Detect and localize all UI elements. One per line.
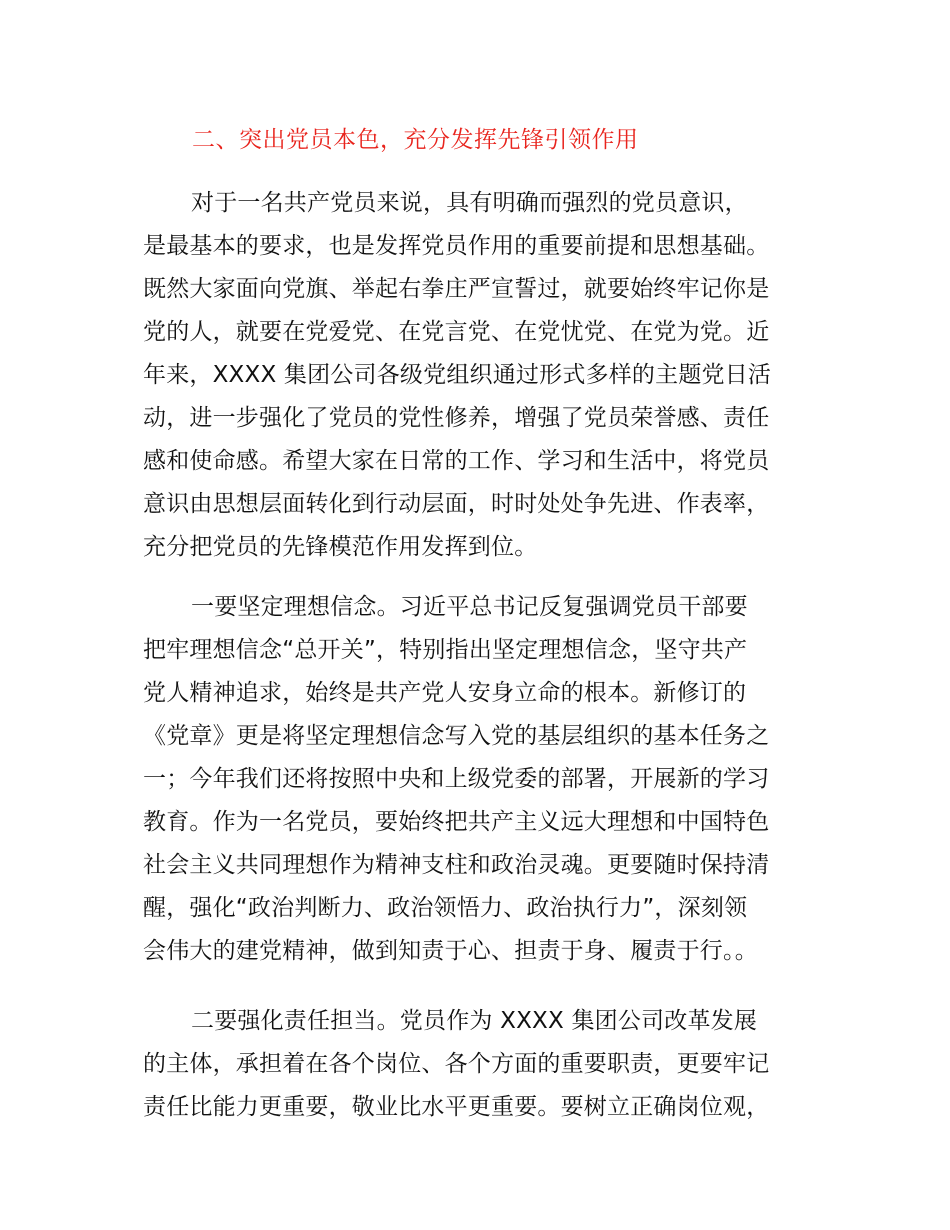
- text-line: 年来，XXXX 集团公司各级党组织通过形式多样的主题党日活: [143, 362, 772, 388]
- text-line: 醒，强化“政治判断力、政治领悟力、政治执行力”，深刻领: [143, 895, 748, 921]
- section-heading: 二、突出党员本色，充分发挥先锋引领作用: [192, 127, 639, 153]
- text-line: 对于一名共产党员来说，具有明确而强烈的党员意识，: [191, 190, 748, 216]
- paragraph-firm-ideals: [143, 586, 823, 973]
- text-line: 充分把党员的先锋模范作用发挥到位。: [143, 534, 538, 560]
- text-line: 会伟大的建党精神，做到知责于心、担责于身、履责于行。。: [143, 938, 758, 964]
- text-line: 社会主义共同理想作为精神支柱和政治灵魂。更要随时保持清: [143, 852, 770, 878]
- text-line: 的主体，承担着在各个岗位、各个方面的重要职责，更要牢记: [143, 1051, 770, 1077]
- text-line: 感和使命感。希望大家在日常的工作、学习和生活中，将党员: [143, 448, 770, 474]
- text-line: 《党章》更是将坚定理想信念写入党的基层组织的基本任务之: [143, 723, 770, 749]
- text-line: 是最基本的要求，也是发挥党员作用的重要前提和思想基础。: [143, 233, 770, 259]
- text-line: 二要强化责任担当。党员作为 XXXX 集团公司改革发展: [191, 1008, 758, 1034]
- text-line: 教育。作为一名党员，要始终把共产主义远大理想和中国特色: [143, 809, 770, 835]
- paragraph-responsibility: [143, 1000, 823, 1129]
- text-line: 既然大家面向党旗、举起右拳庄严宣誓过，就要始终牢记你是: [143, 276, 770, 302]
- text-line: 一要坚定理想信念。习近平总书记反复强调党员干部要: [191, 594, 748, 620]
- text-line: 把牢理想信念“总开关”，特别指出坚定理想信念，坚守共产: [143, 637, 748, 663]
- paragraph-party-awareness: [143, 182, 823, 569]
- text-line: 动，进一步强化了党员的党性修养，增强了党员荣誉感、责任: [143, 405, 770, 431]
- text-line: 党的人，就要在党爱党、在党言党、在党忧党、在党为党。近: [143, 319, 770, 345]
- text-line: 意识由思想层面转化到行动层面，时时处处争先进、作表率，: [143, 491, 770, 517]
- text-line: 党人精神追求，始终是共产党人安身立命的根本。新修订的: [143, 680, 747, 706]
- text-line: 责任比能力更重要，敬业比水平更重要。要树立正确岗位观，: [143, 1094, 770, 1120]
- text-line: 一；今年我们还将按照中央和上级党委的部署，开展新的学习: [143, 766, 770, 792]
